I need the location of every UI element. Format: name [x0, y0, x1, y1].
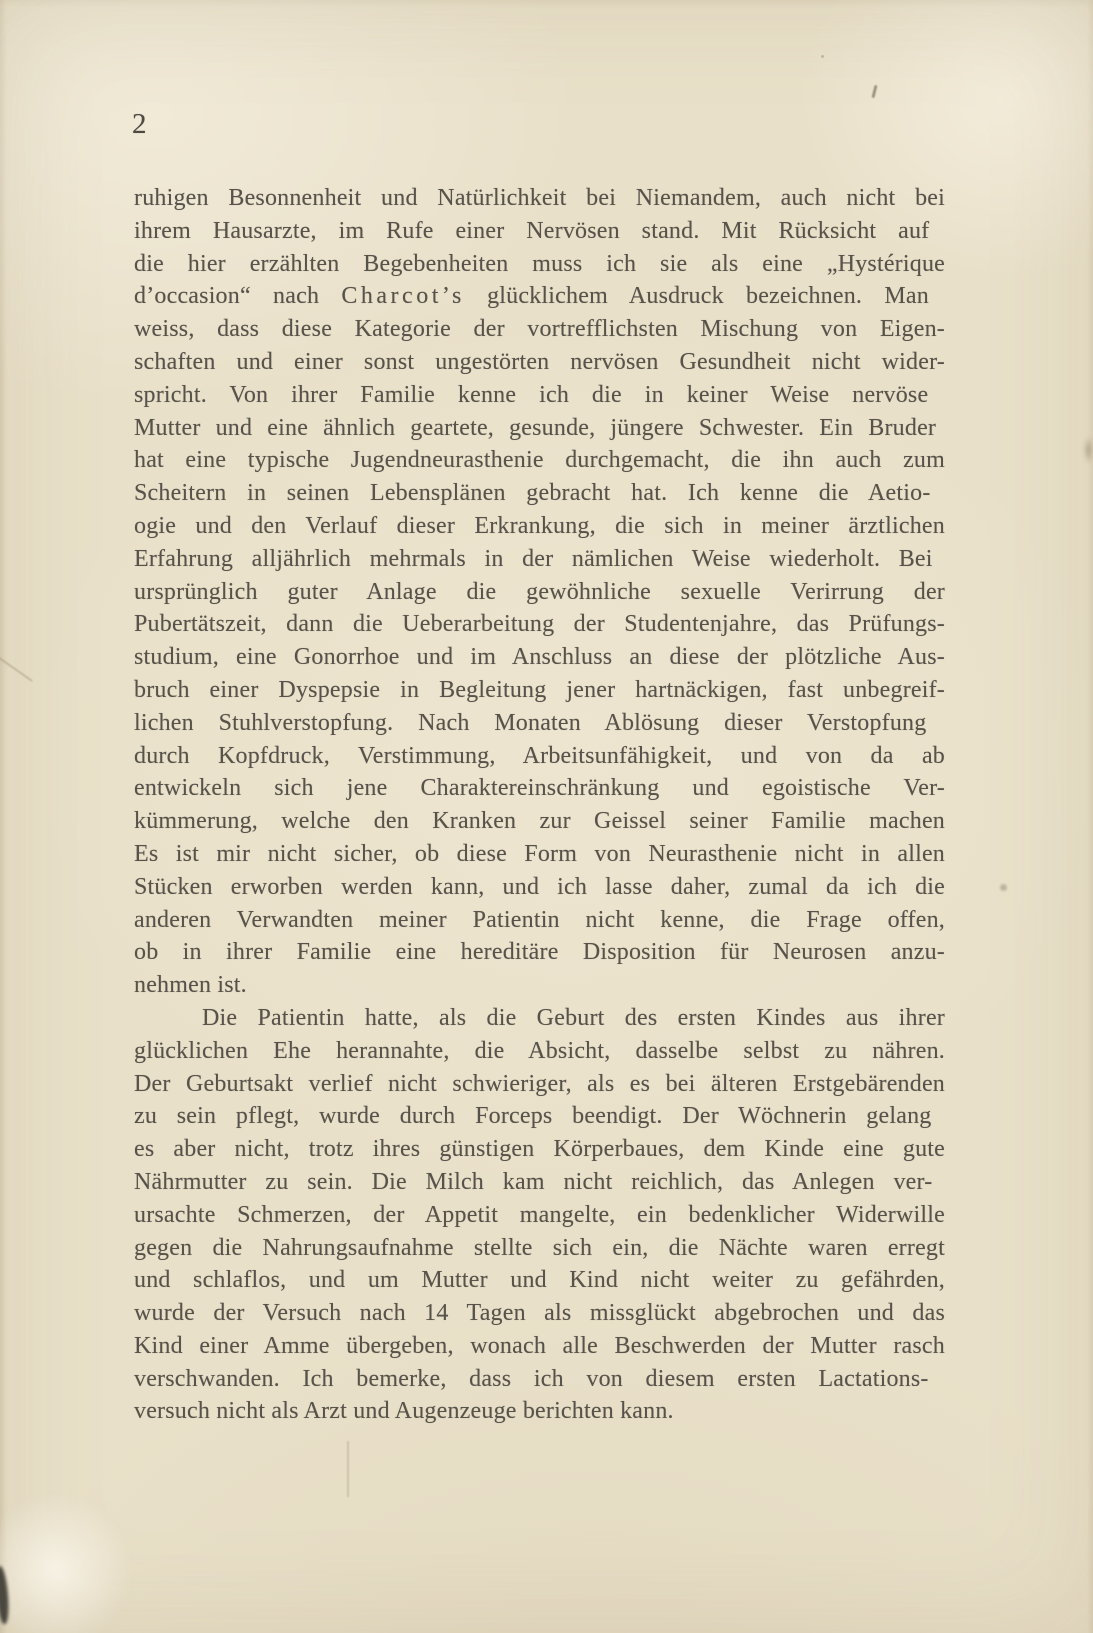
text-line-content: glücklichen Ehe herannahte, die Absicht, dasselbe selbst zu nähren.	[134, 1037, 945, 1064]
text-line	[134, 412, 945, 445]
letterspaced-name: Charcot’s	[341, 283, 465, 310]
text-line-content: ursprünglich guter Anlage die gewöhnliche sexuelle Verirrung der	[134, 578, 945, 605]
text-line-content: wurde der Versuch nach 14 Tagen als missglückt abgebrochen und das	[134, 1300, 945, 1327]
text-line	[134, 740, 945, 773]
text-line-content: versuch nicht als Arzt und Augenzeuge berichten kann.	[134, 1398, 674, 1425]
text-line-content: ruhigen Besonnenheit und Natürlichkeit bei Niemandem, auch nicht bei	[134, 185, 945, 211]
paper-speck	[1000, 884, 1007, 891]
text-line	[134, 1297, 945, 1330]
text-line	[134, 215, 945, 248]
text-line-content: Erfahrung alljährlich mehrmals in der nämlichen Weise wiederholt. Bei	[134, 545, 933, 572]
text-line-content: Nährmutter zu sein. Die Milch kam nicht reichlich, das Anlegen ver-	[134, 1168, 933, 1195]
text-line	[134, 1232, 945, 1265]
text-line-content: hat eine typische Jugendneurasthenie durchgemacht, die ihn auch zum	[134, 447, 945, 474]
stray-ink-mark	[871, 85, 877, 98]
text-line-content: und schlaflos, und um Mutter und Kind nicht weiter zu gefährden,	[134, 1267, 945, 1294]
text-line	[134, 1133, 945, 1166]
text-line-content: Kind einer Amme übergeben, wonach alle Beschwerden der Mutter rasch	[134, 1332, 945, 1359]
text-line-content: weiss, dass diese Kategorie der vortrefflichsten Mischung von Eigen-	[134, 316, 945, 343]
text-line	[134, 280, 945, 313]
text-line-content: ogie und den Verlauf dieser Erkrankung, die sich in meiner ärztlichen	[134, 512, 945, 539]
page-number: 2	[132, 108, 147, 140]
text-line	[134, 182, 945, 215]
text-line	[134, 346, 945, 379]
text-line-content: ihrem Hausarzte, im Rufe einer Nervösen stand. Mit Rücksicht auf	[134, 217, 930, 244]
text-line-content: studium, eine Gonorrhoe und im Anschluss an diese der plötzliche Aus-	[134, 644, 945, 671]
right-edge-smudge	[1084, 436, 1093, 464]
text-line	[134, 1002, 945, 1035]
bottom-left-wear	[0, 1492, 133, 1633]
text-line-content: schaften und einer sonst ungestörten nervösen Gesundheit nicht wider-	[134, 348, 945, 375]
text-line-content: spricht. Von ihrer Familie kenne ich die in keiner Weise nervöse	[134, 381, 929, 408]
text-line	[134, 248, 945, 281]
paper-speck	[821, 55, 824, 58]
text-line	[134, 772, 945, 805]
text-line-content: die hier erzählten Begebenheiten muss ich sie als eine „Hystérique	[134, 250, 945, 277]
paper-scratch	[347, 1441, 349, 1497]
text-line-content: bruch einer Dyspepsie in Begleitung jener hartnäckigen, fast unbegreif-	[134, 676, 945, 703]
text-line	[134, 1330, 945, 1363]
text-line	[134, 805, 945, 838]
text-line	[134, 1100, 945, 1133]
text-line-content: entwickeln sich jene Charaktereinschränkung und egoistische Ver-	[134, 775, 945, 802]
text-line-content: Der Geburtsakt verlief nicht schwieriger, als es bei älteren Erstgebärenden	[134, 1070, 945, 1097]
text-line	[134, 608, 945, 641]
text-line-content: durch Kopfdruck, Verstimmung, Arbeitsunfähigkeit, und von da ab	[134, 742, 945, 769]
text-line	[134, 871, 945, 904]
text-line-content: Scheitern in seinen Lebensplänen gebracht hat. Ich kenne die Aetio-	[134, 480, 931, 507]
text-line	[134, 444, 945, 477]
text-line-content: verschwanden. Ich bemerke, dass ich von diesem ersten Lactations-	[134, 1365, 929, 1392]
text-line-content: kümmerung, welche den Kranken zur Geissel seiner Familie machen	[134, 808, 945, 835]
text-line	[134, 477, 945, 510]
text-line	[134, 543, 945, 576]
text-line	[134, 1395, 945, 1428]
text-line-content: anderen Verwandten meiner Patientin nicht kenne, die Frage offen,	[134, 906, 945, 933]
text-line	[134, 1068, 945, 1101]
text-line	[134, 674, 945, 707]
text-line-content: Stücken erworben werden kann, und ich lasse daher, zumal da ich die	[134, 873, 945, 900]
text-line-content: zu sein pflegt, wurde durch Forceps beendigt. Der Wöchnerin gelang	[134, 1103, 932, 1130]
text-line-content: lichen Stuhlverstopfung. Nach Monaten Ablösung dieser Verstopfung	[134, 709, 927, 736]
text-line	[134, 936, 945, 969]
text-line	[134, 1264, 945, 1297]
text-line	[134, 313, 945, 346]
left-edge-scratch	[0, 656, 33, 682]
text-line	[134, 1199, 945, 1232]
text-line	[134, 1166, 945, 1199]
text-line	[134, 838, 945, 871]
text-line-content: es aber nicht, trotz ihres günstigen Körperbaues, dem Kinde eine gute	[134, 1136, 945, 1163]
text-line	[134, 576, 945, 609]
text-line	[134, 510, 945, 543]
text-line	[134, 707, 945, 740]
body-text-block	[134, 182, 945, 1428]
text-line-content: Es ist mir nicht sicher, ob diese Form von Neurasthenie nicht in allen	[134, 840, 945, 867]
text-line-content: Die Patientin hatte, als die Geburt des ersten Kindes aus ihrer	[202, 1004, 945, 1031]
text-line-content: ob in ihrer Familie eine hereditäre Disposition für Neurosen anzu-	[134, 939, 945, 966]
text-line	[134, 904, 945, 937]
text-line-content: Pubertätszeit, dann die Ueberarbeitung der Studentenjahre, das Prüfungs-	[134, 611, 945, 638]
text-line-content: d’occasion“ nach Charcot’s glücklichem Ausdruck bezeichnen. Man	[134, 283, 929, 310]
text-line	[134, 1363, 945, 1396]
text-line-content: Mutter und eine ähnlich geartete, gesunde, jüngere Schwester. Ein Bruder	[134, 414, 937, 441]
text-line-content: gegen die Nahrungsaufnahme stellte sich ein, die Nächte waren erregt	[134, 1234, 945, 1261]
text-line	[134, 969, 945, 1002]
text-line-content: nehmen ist.	[134, 972, 247, 999]
text-line-content: ursachte Schmerzen, der Appetit mangelte, ein bedenklicher Widerwille	[134, 1201, 945, 1228]
text-line	[134, 1035, 945, 1068]
text-line	[134, 641, 945, 674]
text-line	[134, 379, 945, 412]
